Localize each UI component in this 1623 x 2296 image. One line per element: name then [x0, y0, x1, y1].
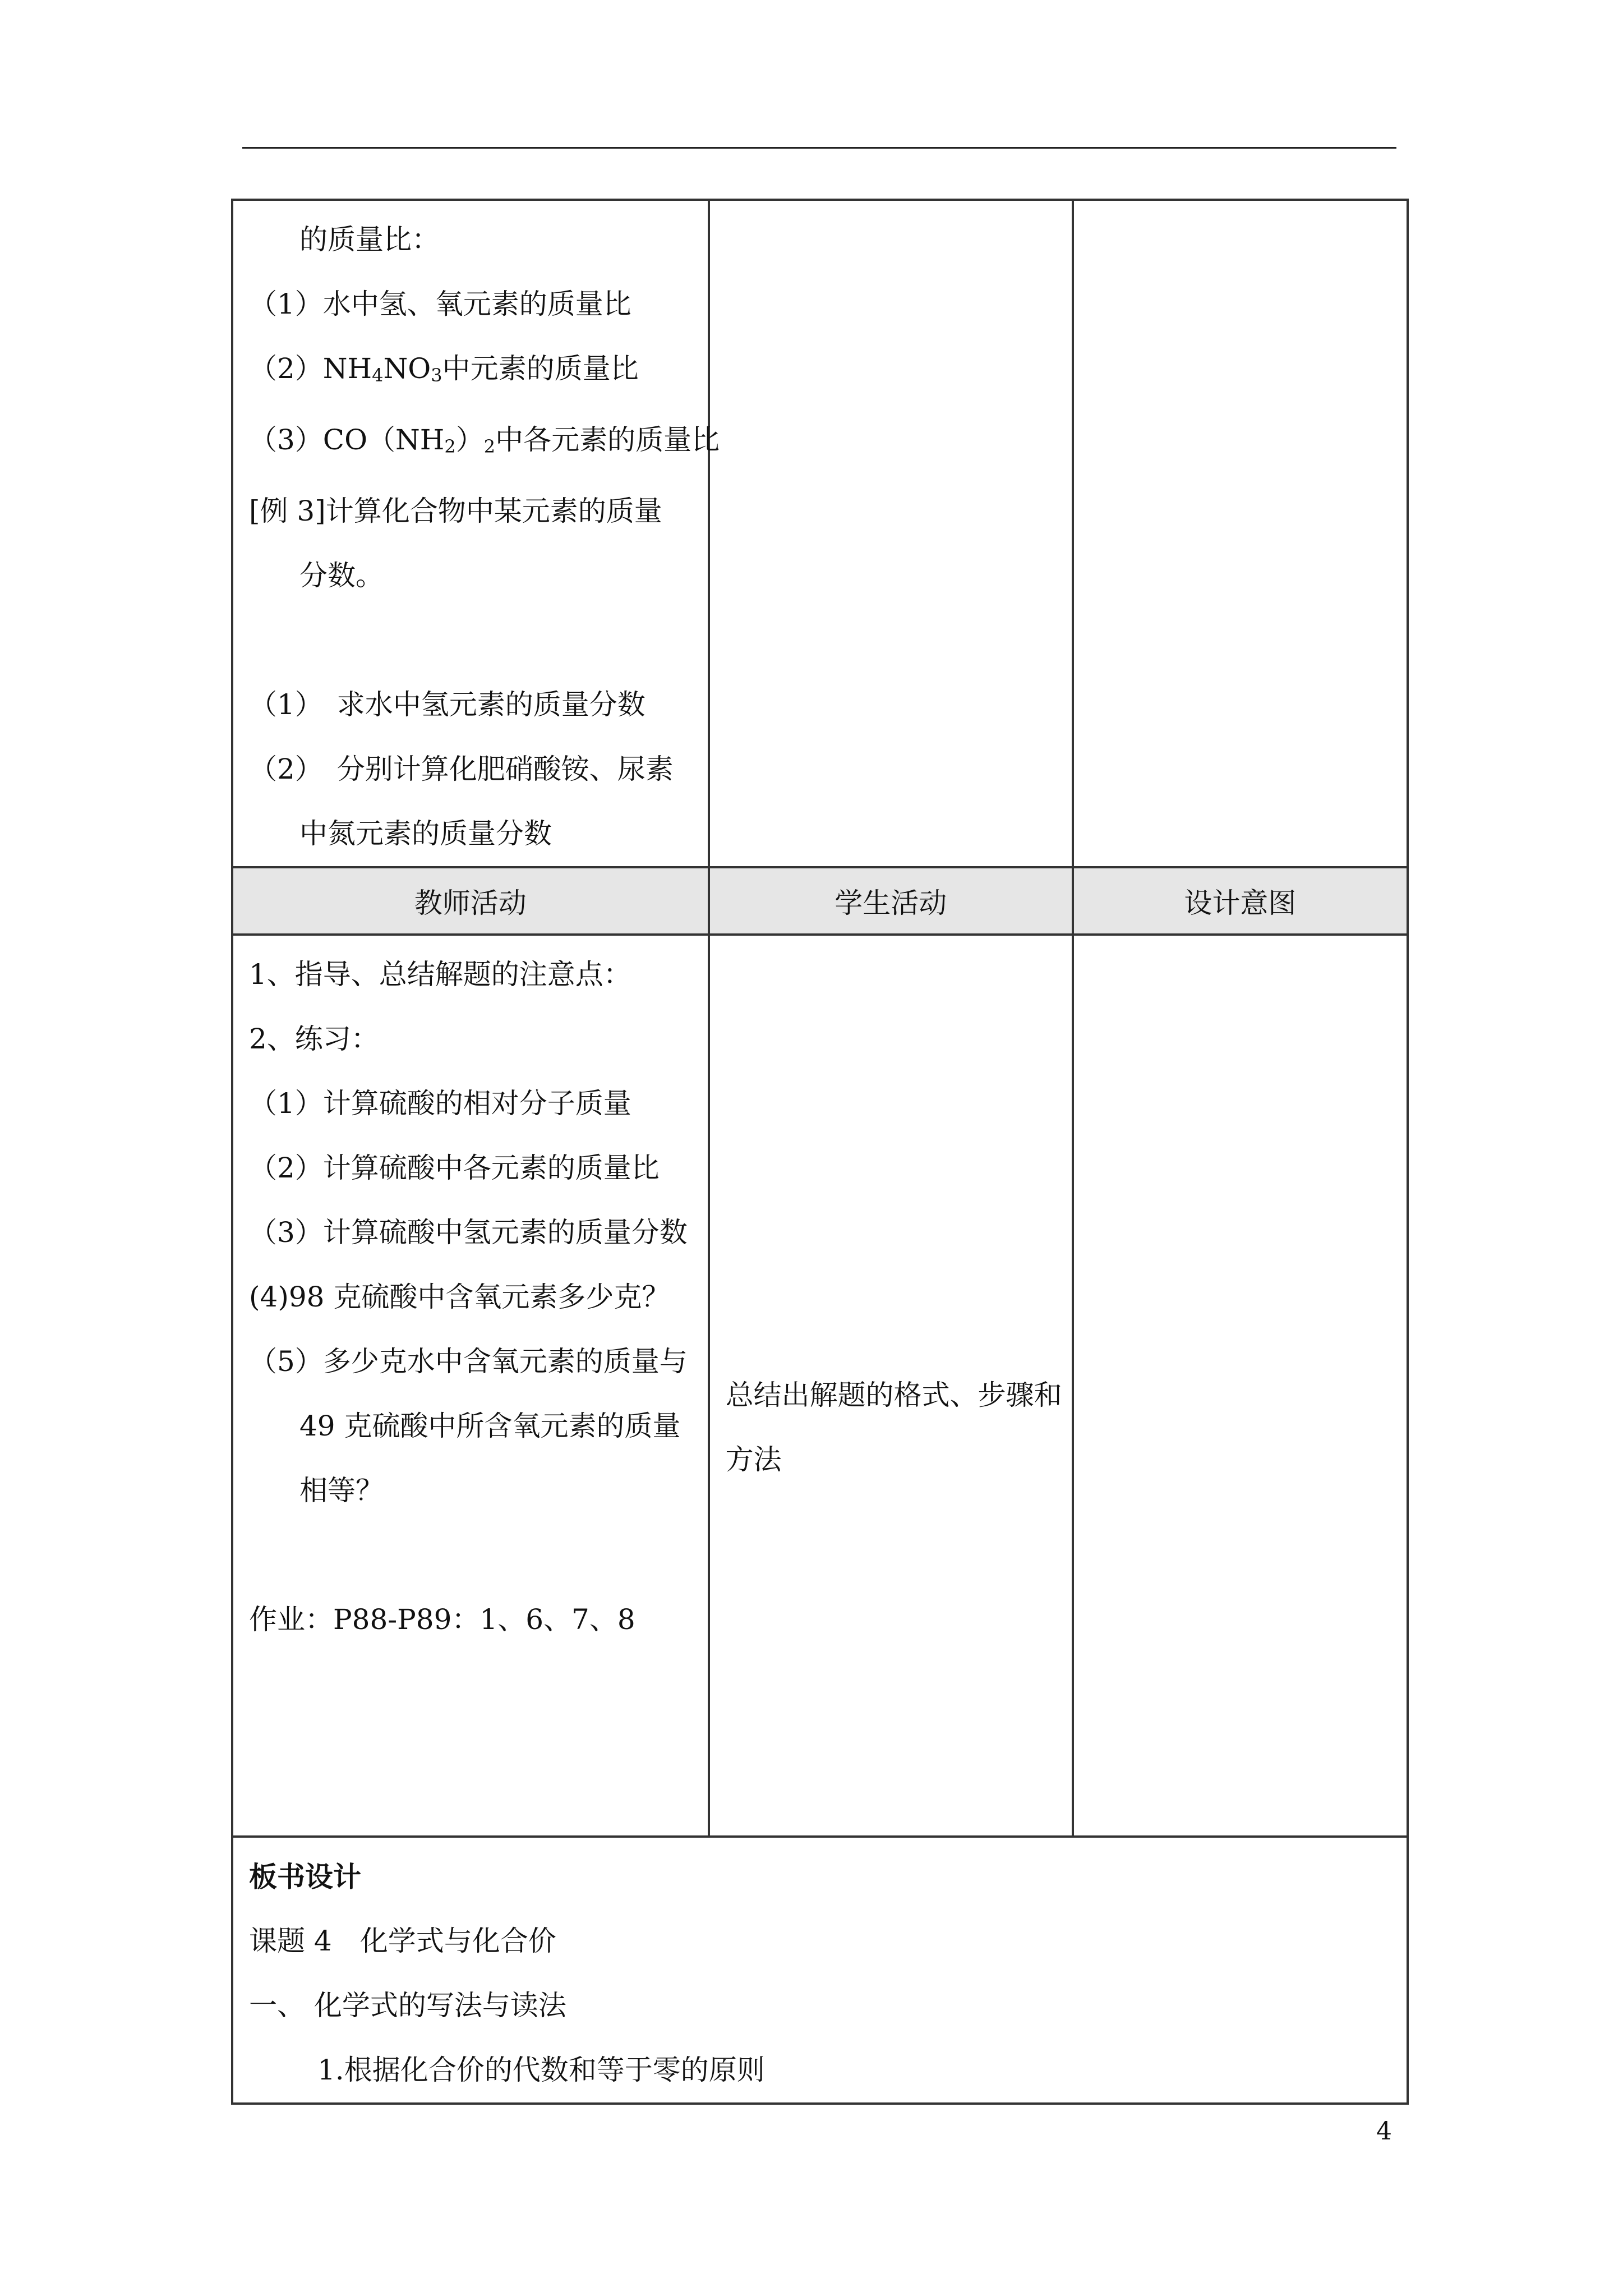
- text-line: （2）计算硫酸中各元素的质量比: [249, 1152, 660, 1184]
- design-cell: [1073, 935, 1408, 1837]
- text-line: （2） 分别计算化肥硝酸铵、尿素: [249, 753, 674, 785]
- header-rule: [242, 147, 1396, 149]
- header-design-intent: 设计意图: [1073, 867, 1408, 935]
- teacher-cell: [232, 935, 709, 1837]
- text-line: （1）计算硫酸的相对分子质量: [249, 1087, 631, 1120]
- table-row: [232, 200, 1408, 867]
- teacher-cell: [232, 200, 720, 867]
- text-line: 分数。: [299, 559, 384, 592]
- text-line: 方法: [725, 1443, 782, 1476]
- table-row: [232, 1837, 1408, 2104]
- text-line: 2、练习：: [249, 1023, 379, 1055]
- text-line: （1） 求水中氢元素的质量分数: [249, 688, 645, 721]
- text-line: 一、 化学式的写法与读法: [249, 1989, 566, 2022]
- text-line: （5）多少克水中含氧元素的质量与: [249, 1345, 688, 1378]
- text-line: 49 克硫酸中所含氧元素的质量: [299, 1410, 681, 1442]
- student-cell: [709, 935, 1073, 1837]
- text-line: 的质量比：: [299, 223, 440, 256]
- header-student-activity: 学生活动: [709, 867, 1073, 935]
- student-cell: [709, 200, 1073, 867]
- design-cell: [1073, 200, 1408, 867]
- table-row: [232, 935, 1408, 1837]
- text-line: $(2)NH_4NO_3$中元素的质量比: [249, 352, 639, 386]
- text-line: 中氮元素的质量分数: [299, 817, 552, 850]
- text-line: （1）水中氢、氧元素的质量比: [249, 288, 631, 320]
- text-line: 1.根据化合价的代数和等于零的原则: [317, 2054, 765, 2086]
- text-line: （3）计算硫酸中氢元素的质量分数: [249, 1216, 688, 1249]
- text-line: 课题 4 化学式与化合价: [249, 1925, 556, 1957]
- header-teacher-activity: 教师活动: [232, 867, 709, 935]
- text-line: 总结出解题的格式、步骤和: [725, 1379, 1062, 1411]
- text-line: (4)98 克硫酸中含氧元素多少克？: [249, 1281, 670, 1313]
- table-header-row: [232, 867, 1408, 935]
- text-line: $(3)CO(NH_2)_2$中各元素的质量比: [249, 424, 720, 457]
- board-design-cell: [232, 1837, 1408, 2104]
- lesson-table: [231, 199, 1409, 2105]
- board-design-title: 板书设计: [249, 1860, 361, 1893]
- text-line: 作业：P88-P89：1、6、7、8: [249, 1603, 635, 1636]
- text-line: 1、指导、总结解题的注意点：: [249, 958, 631, 991]
- text-line: [例 3]计算化合物中某元素的质量: [249, 495, 662, 527]
- page-number: 4: [1376, 2117, 1392, 2146]
- text-line: 相等？: [299, 1474, 384, 1507]
